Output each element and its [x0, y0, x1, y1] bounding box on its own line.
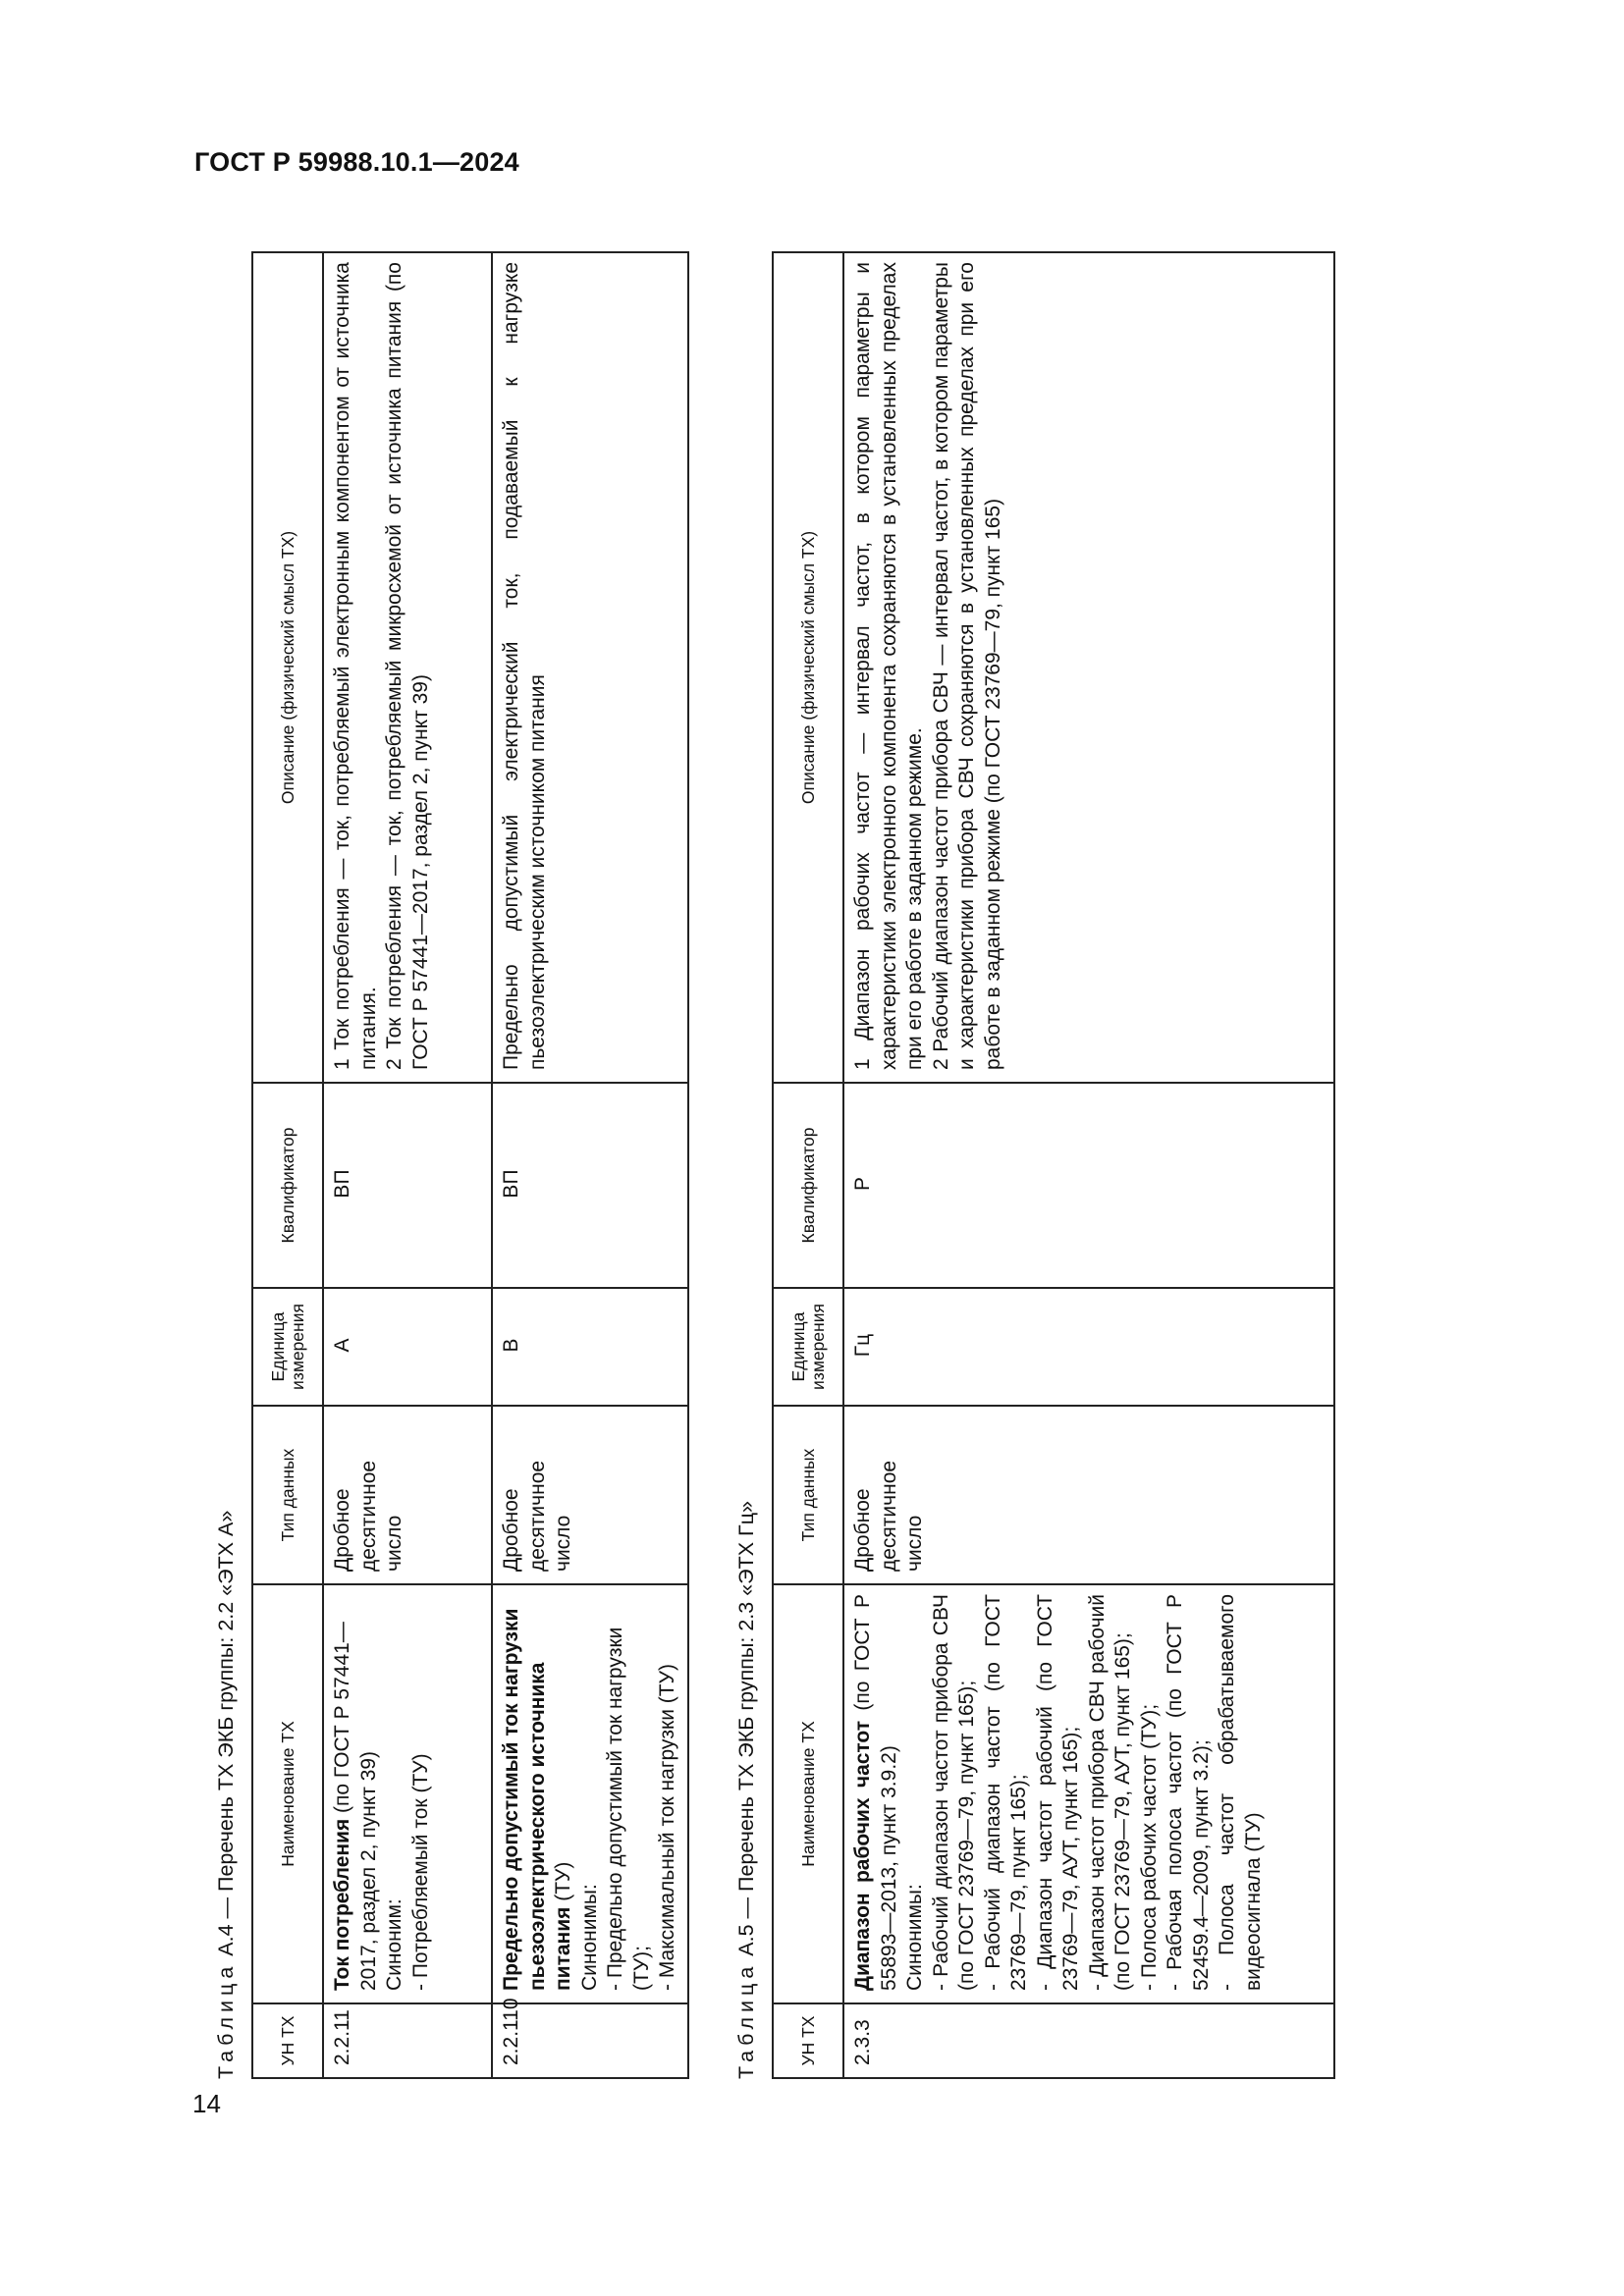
table-a5 [772, 251, 1335, 2079]
cell-data-type: Дробное десятичное число [492, 1406, 688, 1584]
col-header-code: УН ТХ [252, 2003, 323, 2078]
synonyms-label: Синоним: [383, 1898, 406, 1991]
cell-unit: Гц [843, 1288, 1334, 1406]
name-rest: (ТУ) [552, 1861, 574, 1907]
col-header-unit: Единица измерения [773, 1288, 843, 1406]
synonym: - Рабочая полоса частот (по ГОСТ Р 52459.4—2009, пункт 3.2); [1164, 1594, 1213, 1991]
cell-code: 2.3.3 [843, 2003, 1334, 2078]
cell-code: 2.2.11 [323, 2003, 492, 2078]
name-rest: (по ГОСТ Р 55893—2013, пункт 3.9.2) [851, 1594, 900, 1991]
cell-description [492, 252, 688, 1083]
document-header: ГОСТ Р 59988.10.1—2024 [194, 147, 519, 177]
table-a5-caption [734, 1501, 759, 2079]
caption-text: А.5 — Перечень ТХ ЭКБ группы: 2.3 «ЭТХ Гц» [734, 1501, 758, 1956]
synonym: - Диапазон частот рабочий (по ГОСТ 23769—79, АУТ, пункт 165); [1033, 1594, 1082, 1991]
cell-code: 2.2.110 [492, 2003, 688, 2078]
table-row [843, 252, 1334, 2078]
synonym: - Полоса рабочих частот (ТУ); [1137, 1703, 1161, 1991]
synonym: - Полоса частот обрабатываемого видеосигнала (ТУ) [1216, 1594, 1265, 1991]
cell-data-type: Дробное десятичное число [843, 1406, 1334, 1584]
name-rest: (по ГОСТ Р 57441—2017, раздел 2, пункт 39) [331, 1622, 380, 1991]
name-bold: Ток потребления [331, 1818, 353, 1991]
synonym: - Потребляемый ток (ТУ) [408, 1753, 432, 1991]
table-row [323, 252, 492, 2078]
description-line: Предельно допустимый электрический ток, подаваемый к нагрузке пьезоэлектрическим источником питания [500, 262, 549, 1070]
cell-qualifier: Р [843, 1083, 1334, 1288]
synonyms-label: Синонимы: [903, 1884, 926, 1991]
description-line: 2 Рабочий диапазон частот прибора СВЧ — интервал частот, в котором параметры и характеристики прибора СВЧ сохраняются в установленных пределах при его работе в заданном режиме (по ГОСТ 23769—79, пункт 165) [929, 262, 1004, 1070]
synonym: - Предельно допустимый ток нагрузки (ТУ); [604, 1627, 653, 1991]
name-bold: Диапазон рабочих частот [851, 1720, 874, 1991]
page-number: 14 [192, 2089, 221, 2118]
name-bold: Предельно допустимый ток нагрузки пьезоэлектрического источника питания [500, 1608, 574, 1991]
col-header-data-type: Тип данных [773, 1406, 843, 1584]
cell-qualifier: ВП [492, 1083, 688, 1288]
description-line: 1 Диапазон рабочих частот — интервал частот, в котором параметры и характеристики электронного компонента сохраняются в установленных пределах при его работе в заданном режиме. [851, 262, 926, 1070]
col-header-description: Описание (физический смысл ТХ) [252, 252, 323, 1083]
synonyms-label: Синонимы: [577, 1884, 601, 1991]
cell-unit: А [323, 1288, 492, 1406]
table-header-row [773, 252, 843, 2078]
col-header-qualifier: Квалификатор [252, 1083, 323, 1288]
synonym: - Рабочий диапазон частот прибора СВЧ (по ГОСТ 23769—79, пункт 165); [929, 1594, 978, 1991]
cell-unit: В [492, 1288, 688, 1406]
cell-qualifier: ВП [323, 1083, 492, 1288]
col-header-qualifier: Квалификатор [773, 1083, 843, 1288]
cell-name [843, 1584, 1334, 2003]
cell-name [323, 1584, 492, 2003]
table-row [492, 252, 688, 2078]
description-line: 2 Ток потребления — ток, потребляемый микросхемой от источника питания (по ГОСТ Р 57441—2017, раздел 2, пункт 39) [383, 262, 432, 1070]
caption-text: А.4 — Перечень ТХ ЭКБ группы: 2.2 «ЭТХ А» [214, 1510, 238, 1956]
cell-data-type: Дробное десятичное число [323, 1406, 492, 1584]
col-header-name: Наименование ТХ [252, 1584, 323, 2003]
synonym: - Диапазон частот прибора СВЧ рабочий (по ГОСТ 23769—79, АУТ, пункт 165); [1085, 1594, 1134, 1991]
synonym: - Максимальный ток нагрузки (ТУ) [656, 1664, 678, 1991]
col-header-description: Описание (физический смысл ТХ) [773, 252, 843, 1083]
table-a4-caption [214, 1511, 239, 2079]
table-a4 [251, 251, 689, 2079]
description-line: 1 Ток потребления — ток, потребляемый электронным компонентом от источника питания. [331, 262, 380, 1070]
col-header-unit: Единица измерения [252, 1288, 323, 1406]
cell-name [492, 1584, 688, 2003]
col-header-data-type: Тип данных [252, 1406, 323, 1584]
synonym: - Рабочий диапазон частот (по ГОСТ 23769—79, пункт 165); [981, 1594, 1030, 1991]
cell-description [323, 252, 492, 1083]
rotated-content [214, 253, 1500, 2079]
caption-prefix: Таблица [214, 1961, 238, 2079]
table-header-row [252, 252, 323, 2078]
caption-prefix: Таблица [734, 1961, 758, 2079]
col-header-code: УН ТХ [773, 2003, 843, 2078]
cell-description [843, 252, 1334, 1083]
col-header-name: Наименование ТХ [773, 1584, 843, 2003]
